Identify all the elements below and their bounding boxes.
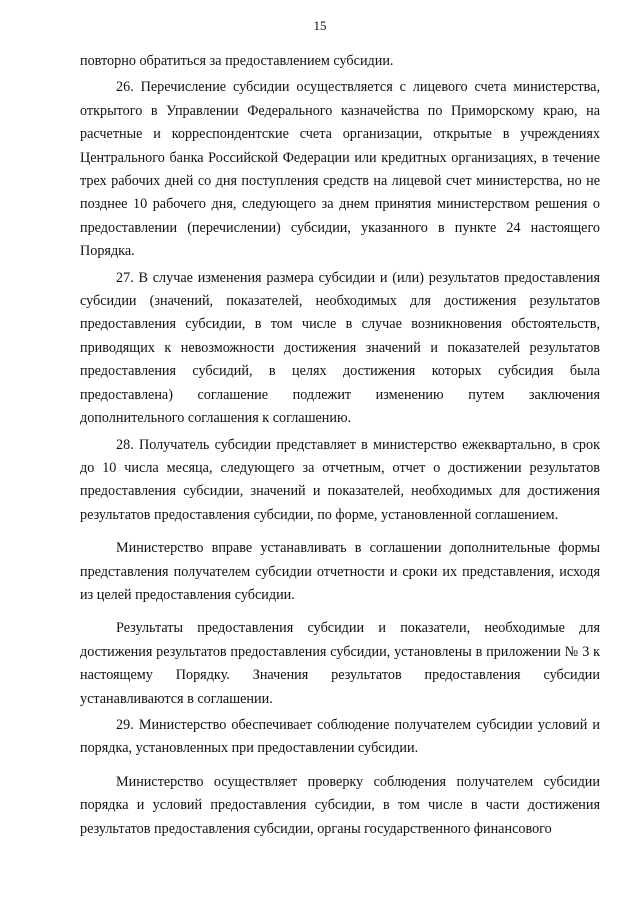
document-body	[80, 50, 600, 841]
paragraph-26: 26. Перечисление субсидии осуществляется с лицевого счета министерства, открытого в Управлении Федерального казначейства по Приморскому краю, на расчетные и корреспондентские счета организации, открытые в учреждениях Центрального банка Российской Федерации или кредитных организациях, в течение трех рабочих дней со дня поступления средств на лицевой счет министерства, но не позднее 10 рабочего дня, следующего за днем принятия министерством решения о предоставлении (перечислении) субсидии, указанного в пункте 24 настоящего Порядка.	[80, 79, 600, 260]
paragraph-continuation: повторно обратиться за предоставлением субсидии.	[80, 53, 394, 69]
paragraph-29: 29. Министерство обеспечивает соблюдение получателем субсидии условий и порядка, установленных при предоставлении субсидии.	[80, 716, 600, 757]
paragraph-ministry-forms: Министерство вправе устанавливать в соглашении дополнительные формы представления получателем субсидии отчетности и сроки их представления, исходя из целей предоставления субсидии.	[80, 540, 600, 603]
paragraph-ministry-audit: Министерство осуществляет проверку соблюдения получателем субсидии порядка и условий предоставления субсидии, в том числе в части достижения результатов предоставления субсидии, органы государственного финансового	[80, 773, 600, 837]
page-number: 15	[313, 18, 327, 33]
paragraph-27: 27. В случае изменения размера субсидии и (или) результатов предоставления субсидии (значений, показателей, необходимых для достижения результатов предоставления субсидии, в том числе в случае возникновения обстоятельств, приводящих к невозможности достижения значений и показателей результатов предоставления субсидий, в целях достижения которых субсидия была предоставлена) соглашение подлежит изменению путем заключения дополнительного соглашения к соглашению.	[80, 269, 600, 427]
paragraph-results: Результаты предоставления субсидии и показатели, необходимые для достижения результатов предоставления субсидии, установлены в приложении № 3 к настоящему Порядку. Значения результатов предоставления субсидии устанавливаются в соглашении.	[80, 620, 600, 707]
paragraph-28: 28. Получатель субсидии представляет в министерство ежеквартально, в срок до 10 числа месяца, следующего за отчетным, отчет о достижении результатов предоставления субсидии, значений и показателей, необходимых для достижения результатов предоставления субсидии, по форме, установленной соглашением.	[80, 436, 600, 523]
